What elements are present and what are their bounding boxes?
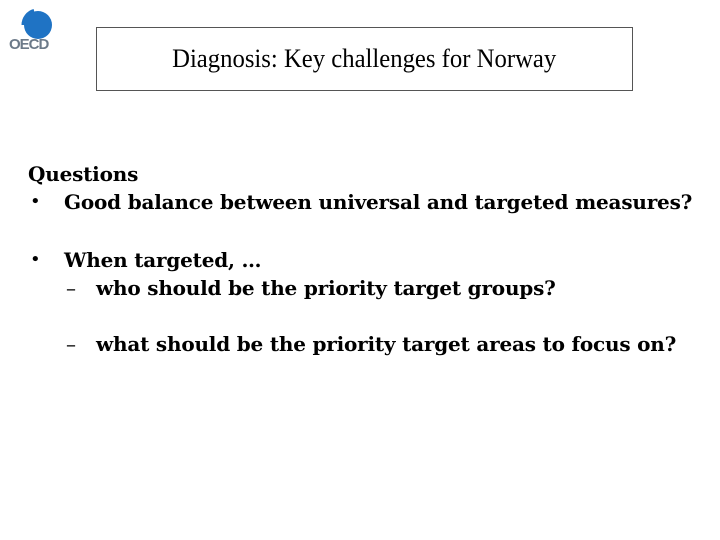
- sub-item: [28, 274, 698, 302]
- bullet-item: [28, 246, 698, 274]
- bullet-item: [28, 188, 698, 216]
- slide-title: Diagnosis: Key challenges for Norway: [172, 44, 557, 73]
- sub-text: what should be the priority target areas to focus on?: [96, 332, 677, 356]
- sub-marker: –: [66, 332, 76, 356]
- title-box: [96, 27, 633, 91]
- slide-body: [28, 160, 698, 358]
- bullet-marker: •: [30, 191, 41, 212]
- sub-text: who should be the priority target groups?: [96, 276, 556, 300]
- bullet-text: When targeted, …: [64, 248, 262, 272]
- bullet-marker: •: [30, 249, 41, 270]
- sub-marker: –: [66, 276, 76, 300]
- logo-text: OECD: [9, 36, 49, 53]
- sub-item: [28, 330, 698, 358]
- questions-heading: Questions: [28, 162, 139, 186]
- bullet-text: Good balance between universal and targeted measures?: [64, 190, 693, 214]
